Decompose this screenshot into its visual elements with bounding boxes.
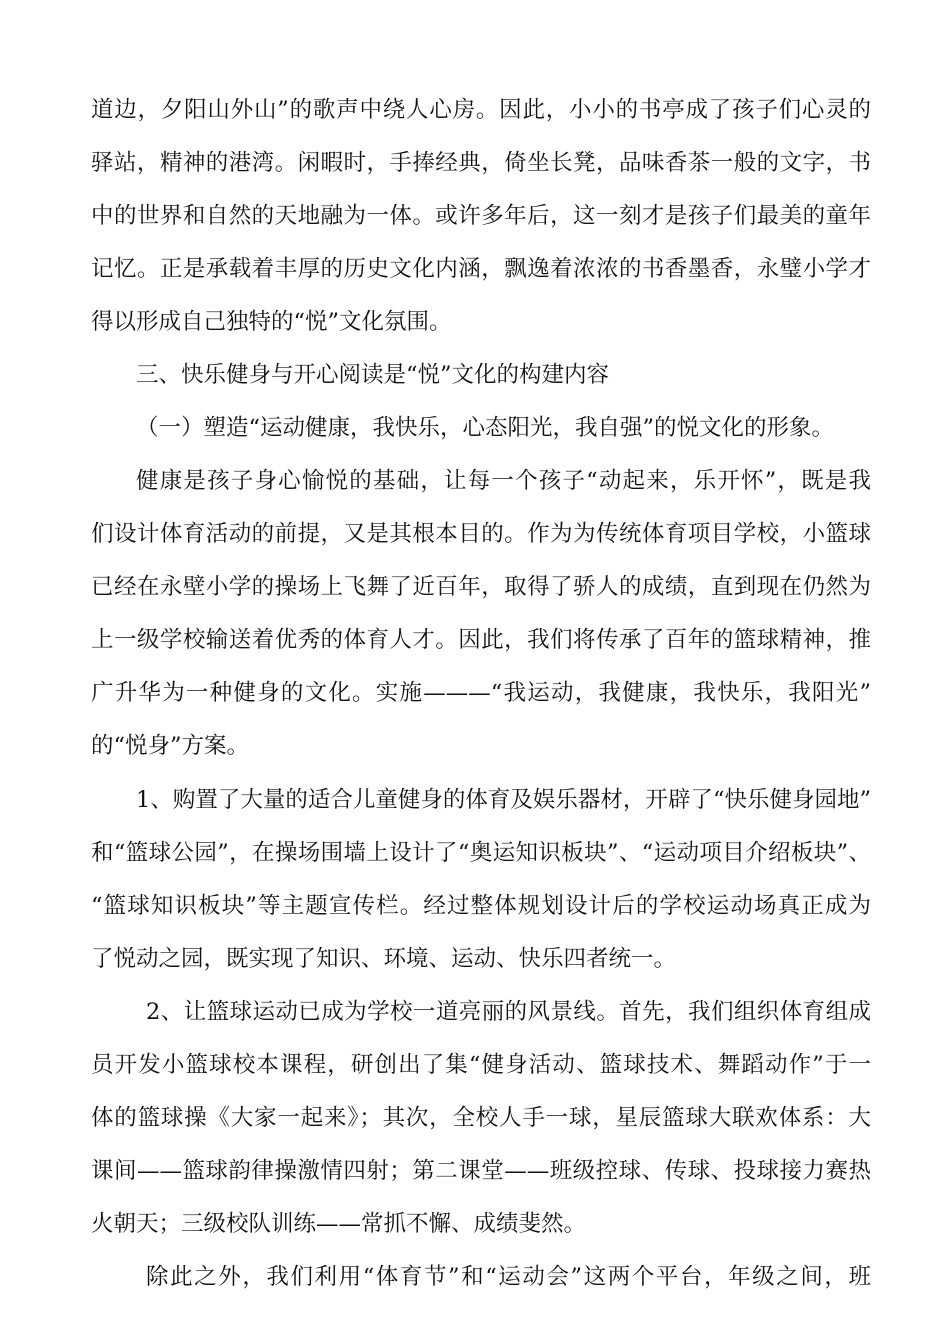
- text-line: 道边，夕阳山外山”的歌声中绕人心房。因此，小小的书亭成了孩子们心灵的: [91, 97, 871, 123]
- text-line: 和“篮球公园”，在操场围墙上设计了“奥运知识板块”、“运动项目介绍板块”、: [91, 840, 871, 866]
- text-line: “篮球知识板块”等主题宣传栏。经过整体规划设计后的学校运动场真正成为: [91, 893, 871, 919]
- text-line: 体的篮球操《大家一起来》；其次，全校人手一球，星辰篮球大联欢体系：大: [91, 1105, 871, 1131]
- text-line: 2、让篮球运动已成为学校一道亮丽的风景线。首先，我们组织体育组成: [146, 999, 871, 1025]
- text-line: 课间——篮球韵律操激情四射；第二课堂——班级控球、传球、投球接力赛热: [91, 1158, 871, 1184]
- text-line: 员开发小篮球校本课程，研创出了集“健身活动、篮球技术、舞蹈动作”于一: [91, 1052, 871, 1078]
- text-line: 除此之外，我们利用“体育节”和“运动会”这两个平台，年级之间，班: [146, 1264, 871, 1290]
- text-line: 记忆。正是承载着丰厚的历史文化内涵，飘逸着浓浓的书香墨香，永璧小学才: [91, 256, 871, 282]
- text-line: 火朝天；三级校队训练——常抓不懈、成绩斐然。: [91, 1211, 587, 1237]
- text-line: 已经在永壁小学的操场上飞舞了近百年，取得了骄人的成绩，直到现在仍然为: [91, 574, 871, 600]
- text-line: 了悦动之园，既实现了知识、环境、运动、快乐四者统一。: [91, 946, 677, 972]
- subsection-heading: （一）塑造“运动健康，我快乐，心态阳光，我自强”的悦文化的形象。: [136, 415, 835, 441]
- section-heading: 三、快乐健身与开心阅读是“悦”文化的构建内容: [136, 362, 610, 388]
- text-line: 健康是孩子身心愉悦的基础，让每一个孩子“动起来，乐开怀”，既是我: [136, 468, 871, 494]
- text-line: 的“悦身”方案。: [91, 733, 250, 759]
- text-line: 中的世界和自然的天地融为一体。或许多年后，这一刻才是孩子们最美的童年: [91, 203, 871, 229]
- text-line: 得以形成自己独特的“悦”文化氛围。: [91, 309, 452, 335]
- text-line: 们设计体育活动的前提，又是其根本目的。作为为传统体育项目学校，小篮球: [91, 521, 871, 547]
- text-line: 上一级学校输送着优秀的体育人才。因此，我们将传承了百年的篮球精神，推: [91, 627, 871, 653]
- text-line: 广升华为一种健身的文化。实施———“我运动，我健康，我快乐，我阳光”: [91, 680, 871, 706]
- text-line: 1、购置了大量的适合儿童健身的体育及娱乐器材，开辟了“快乐健身园地”: [136, 787, 871, 813]
- text-line: 驿站，精神的港湾。闲暇时，手捧经典，倚坐长凳，品味香茶一般的文字，书: [91, 150, 871, 176]
